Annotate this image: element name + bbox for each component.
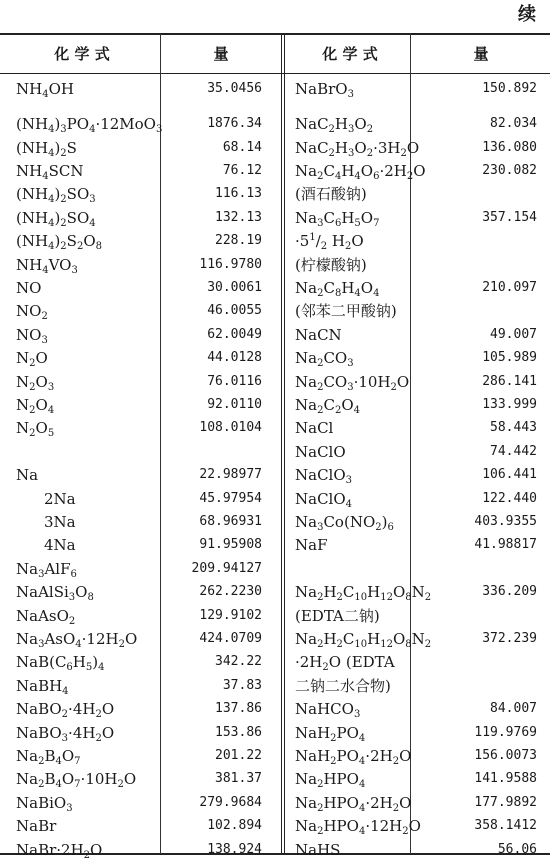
- table-row: [0, 580, 550, 604]
- table-row: [0, 393, 550, 417]
- formula-cell: $Na_2HPO_4\cdot 12H_2O$: [295, 817, 421, 838]
- mass-cell: 137.86: [215, 701, 262, 717]
- table-row: [0, 604, 550, 628]
- formula-cell: 2Na: [44, 489, 76, 508]
- mass-cell: 92.0110: [207, 396, 262, 412]
- formula-cell: $NaAlSi_3O_8$: [16, 583, 94, 604]
- formula-cell: $NaBO_2\cdot 4H_2O$: [16, 700, 115, 721]
- mass-cell: 102.894: [207, 818, 262, 834]
- table-row: [0, 533, 550, 557]
- mass-cell: 58.443: [490, 420, 537, 436]
- table-row: [0, 463, 550, 487]
- table-row: [0, 627, 550, 651]
- formula-cell: $Na_2CO_3\cdot 10H_2O$: [295, 372, 410, 393]
- formula-cell: $Na_2B_4O_7\cdot 10H_2O$: [16, 770, 137, 791]
- table-row: [0, 744, 550, 768]
- formula-cell: NaBH$_4$: [16, 676, 69, 697]
- formula-cell: $NH_4SCN$: [16, 161, 84, 182]
- formula-cell: $N_2O_5$: [16, 419, 55, 440]
- table-row: [0, 206, 550, 230]
- formula-cell: $Na_3Co(NO_2)_6$: [295, 512, 394, 533]
- mass-cell: 74.442: [490, 443, 537, 459]
- table-row: [0, 416, 550, 440]
- table-row: [0, 346, 550, 370]
- mass-cell: 56.06: [497, 841, 537, 857]
- mass-cell: 141.9588: [474, 771, 537, 787]
- table-row: [0, 229, 550, 253]
- mass-cell: 116.9780: [199, 256, 262, 272]
- formula-cell: NaBr: [16, 817, 57, 836]
- formula-cell: 4Na: [44, 536, 76, 555]
- formula-cell: NaCN: [295, 325, 342, 344]
- table-row: [0, 674, 550, 698]
- formula-cell: $N_2O_3$: [16, 372, 55, 393]
- formula-cell: $NaBO_3\cdot 4H_2O$: [16, 723, 115, 744]
- formula-cell: NaClO: [295, 442, 346, 461]
- mass-cell: 372.239: [482, 630, 537, 646]
- formula-cell: $Na_2C_4H_4O_6\cdot 2H_2O$: [295, 161, 426, 182]
- formula-cell: $Na_2C_8H_4O_4$: [295, 278, 380, 299]
- table-row: [0, 323, 550, 347]
- mass-cell: 129.9102: [199, 607, 262, 623]
- table-row: [0, 791, 550, 815]
- table-row: [0, 721, 550, 745]
- mass-cell: 35.0456: [207, 81, 262, 96]
- continued-label: 续: [518, 4, 536, 25]
- formula-cell: NaBiO$_3$: [16, 793, 73, 814]
- table-row: [0, 557, 550, 581]
- header-mass-left: 量: [213, 45, 229, 63]
- mass-cell: 68.96931: [199, 513, 262, 529]
- formula-cell: (柠檬酸钠): [295, 255, 367, 274]
- mass-cell: 122.440: [482, 490, 537, 506]
- mass-cell: 44.0128: [207, 350, 262, 366]
- formula-cell: NaAsO$_2$: [16, 606, 76, 627]
- table-row: [0, 814, 550, 838]
- formula-cell: $NaBr\cdot 2H_2O$: [16, 840, 103, 861]
- mass-cell: 358.1412: [474, 818, 537, 834]
- formula-cell: NaF: [295, 536, 328, 555]
- mass-cell: 108.0104: [199, 420, 262, 436]
- mass-cell: 381.37: [215, 771, 262, 787]
- formula-cell: $Na_3AlF_6$: [16, 559, 77, 580]
- formula-cell: $Na_2CO_3$: [295, 349, 354, 370]
- formula-cell: NaClO$_3$: [295, 466, 353, 487]
- table-row: [0, 276, 550, 300]
- formula-cell: NaBrO$_3$: [295, 80, 354, 100]
- mass-cell: 133.999: [482, 396, 537, 412]
- formula-cell: (酒石酸钠): [295, 185, 367, 204]
- formula-cell: $(NH_4)_2SO_4$: [16, 208, 96, 229]
- mass-cell: 262.2230: [199, 584, 262, 600]
- mass-cell: 62.0049: [207, 326, 262, 342]
- mass-cell: 286.141: [482, 373, 537, 389]
- mass-cell: 68.14: [222, 139, 262, 155]
- mass-cell: 424.0709: [199, 630, 262, 646]
- formula-cell: $N_2O_4$: [16, 395, 55, 416]
- header-formula-right: 化 学 式: [322, 45, 378, 63]
- formula-cell: $NaC_2H_3O_2$: [295, 115, 374, 136]
- table-row: [0, 299, 550, 323]
- formula-cell: NaClO$_4$: [295, 489, 353, 510]
- mass-cell: 82.034: [490, 116, 537, 132]
- formula-cell: (邻苯二甲酸钠): [295, 302, 397, 321]
- mass-cell: 279.9684: [199, 794, 262, 810]
- formula-cell: Na: [16, 466, 39, 485]
- table-row: [0, 650, 550, 674]
- mass-cell: 336.209: [482, 584, 537, 600]
- formula-cell: $Na_3C_6H_5O_7$: [295, 208, 380, 229]
- formula-cell: $Na_2H_2C_{10}H_{12}O_8N_2$: [295, 583, 432, 604]
- table-row: [0, 370, 550, 394]
- mass-cell: 153.86: [215, 724, 262, 740]
- mass-cell: 116.13: [215, 186, 262, 202]
- formula-cell: NaCl: [295, 419, 334, 438]
- mass-cell: 1876.34: [207, 116, 262, 132]
- formula-cell: $(NH_4)_2S$: [16, 138, 77, 159]
- mass-cell: 177.9892: [474, 794, 537, 810]
- table-row: [0, 182, 550, 206]
- formula-cell: $Na_2HPO_4\cdot 2H_2O$: [295, 793, 412, 814]
- mass-cell: 201.22: [215, 747, 262, 763]
- mass-cell: 156.0073: [474, 747, 537, 763]
- mass-cell: 230.082: [482, 162, 537, 178]
- mass-cell: 209.94127: [191, 560, 262, 576]
- formula-cell: 二钠二水合物): [295, 676, 391, 695]
- formula-cell: $Na_2B_4O_7$: [16, 746, 81, 767]
- mass-cell: 138.924: [207, 841, 262, 857]
- table-row: [0, 159, 550, 183]
- formula-cell: $(NH_4)_2S_2O_8$: [16, 232, 103, 253]
- formula-cell: $NO_2$: [16, 302, 48, 323]
- formula-cell: $Na_2H_2C_{10}H_{12}O_8N_2$: [295, 629, 432, 650]
- formula-cell: NO: [16, 278, 42, 297]
- table-row: [0, 767, 550, 791]
- mass-cell: 46.0055: [207, 303, 262, 319]
- mass-cell: 132.13: [215, 209, 262, 225]
- table-row: [0, 77, 550, 101]
- formula-cell: $N_2O$: [16, 349, 48, 370]
- table-top-rule: [0, 33, 550, 35]
- formula-cell: (EDTA二钠): [295, 606, 380, 625]
- formula-cell: $NO_3$: [16, 325, 48, 346]
- formula-cell: $NH_4OH$: [16, 80, 74, 100]
- mass-cell: 49.007: [490, 326, 537, 342]
- header-mass-right: 量: [473, 45, 489, 63]
- mass-cell: 45.97954: [199, 490, 262, 506]
- header-bottom-rule: [0, 73, 550, 74]
- table-row: [0, 112, 550, 136]
- mass-cell: 105.989: [482, 350, 537, 366]
- formula-cell: $(NH_4)_3PO_4\cdot 12MoO_3$: [16, 115, 163, 136]
- table-row: [0, 136, 550, 160]
- mass-cell: 403.9355: [474, 513, 537, 529]
- mass-cell: 30.0061: [207, 279, 262, 295]
- table-row: [0, 697, 550, 721]
- formula-cell: $Na_2C_2O_4$: [295, 395, 360, 416]
- formula-cell: $\cdot 5^1/_2$ $H_2O$: [295, 232, 364, 253]
- mass-cell: 37.83: [222, 677, 262, 693]
- mass-cell: 357.154: [482, 209, 537, 225]
- formula-cell: $NH_4VO_3$: [16, 255, 78, 276]
- formula-cell: $(NH_4)_2SO_3$: [16, 185, 96, 206]
- formula-cell: NaHS: [295, 840, 341, 859]
- formula-cell: 3Na: [44, 512, 76, 531]
- mass-cell: 41.98817: [474, 537, 537, 553]
- formula-cell: $NaB(C_6H_5)_4$: [16, 653, 105, 674]
- mass-cell: 106.441: [482, 467, 537, 483]
- mass-cell: 91.95908: [199, 537, 262, 553]
- mass-cell: 228.19: [215, 233, 262, 249]
- mass-cell: 210.097: [482, 279, 537, 295]
- mass-cell: 150.892: [482, 81, 537, 96]
- mass-cell: 76.0116: [207, 373, 262, 389]
- formula-cell: NaHCO$_3$: [295, 700, 361, 721]
- mass-cell: 342.22: [215, 654, 262, 670]
- formula-cell: $Na_2HPO_4$: [295, 770, 366, 791]
- mass-cell: 84.007: [490, 701, 537, 717]
- formula-cell: $NaC_2H_3O_2\cdot 3H_2O$: [295, 138, 420, 159]
- header-formula-left: 化 学 式: [54, 45, 110, 63]
- mass-cell: 119.9769: [474, 724, 537, 740]
- table-row: [0, 440, 550, 464]
- formula-cell: $\cdot 2H_2O$ (EDTA: [295, 653, 395, 674]
- molecular-weight-table: [0, 33, 550, 861]
- table-row: [0, 487, 550, 511]
- formula-cell: $Na_3AsO_4\cdot 12H_2O$: [16, 629, 138, 650]
- mass-cell: 76.12: [222, 162, 262, 178]
- mass-cell: 136.080: [482, 139, 537, 155]
- formula-cell: $NaH_2PO_4$: [295, 723, 366, 744]
- table-row: [0, 253, 550, 277]
- table-row: [0, 838, 550, 862]
- mass-cell: 22.98977: [199, 467, 262, 483]
- table-row: [0, 510, 550, 534]
- formula-cell: $NaH_2PO_4\cdot 2H_2O$: [295, 746, 412, 767]
